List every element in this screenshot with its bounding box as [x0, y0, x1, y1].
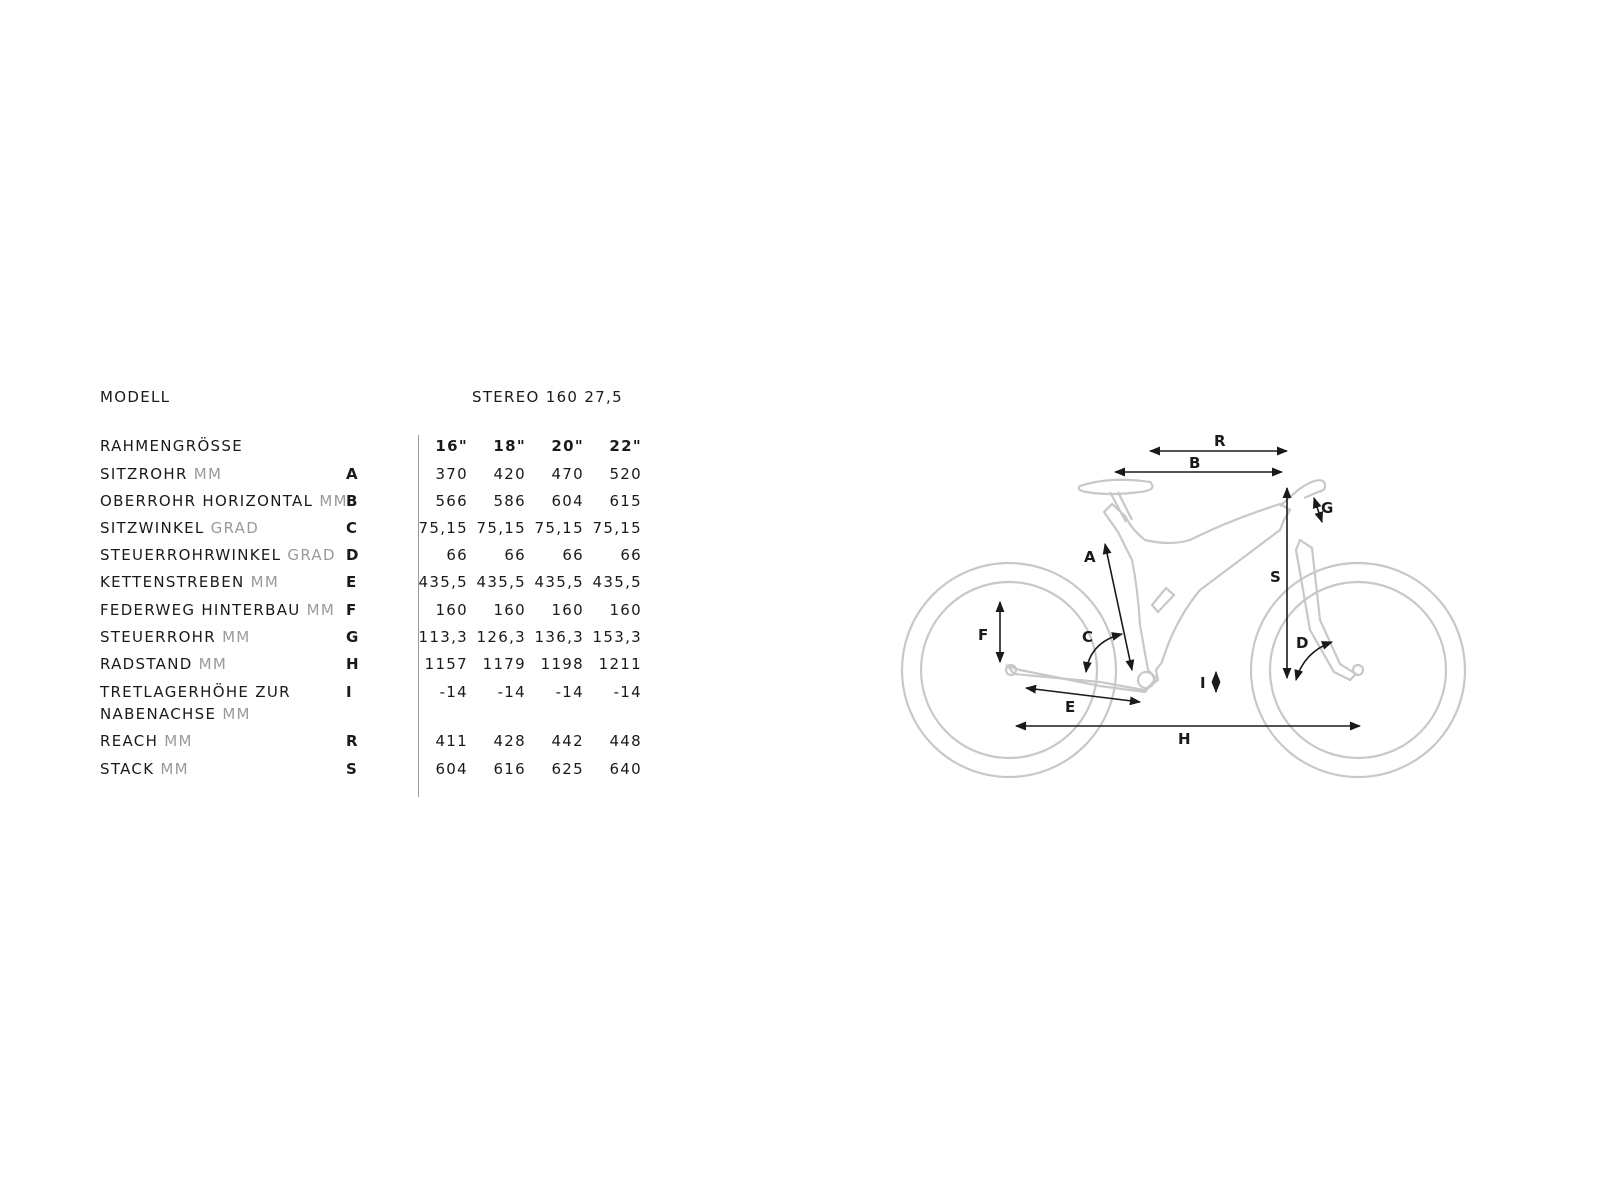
spec-letter: H: [346, 655, 360, 673]
spec-value: 640: [609, 760, 642, 778]
spec-value: 75,15: [476, 519, 526, 537]
model-name: STEREO 160 27,5: [472, 388, 623, 406]
spec-unit: GRAD: [210, 519, 260, 537]
measurements: [1000, 451, 1360, 726]
size-header: 18": [493, 437, 526, 455]
spec-value: 420: [493, 465, 526, 483]
fork: [1296, 540, 1356, 680]
spec-value: 442: [551, 732, 584, 750]
size-header: 22": [609, 437, 642, 455]
spec-value: 435,5: [476, 573, 526, 591]
label-e: E: [1065, 698, 1076, 716]
spec-name: [100, 681, 291, 725]
spec-letter: D: [346, 546, 360, 564]
spec-value: 435,5: [534, 573, 584, 591]
spec-label: KETTENSTREBEN: [100, 573, 245, 591]
spec-value: 160: [493, 601, 526, 619]
spec-label: SITZWINKEL: [100, 519, 205, 537]
size-header: 20": [551, 437, 584, 455]
spec-letter: R: [346, 732, 359, 750]
spec-value: 1157: [424, 655, 468, 673]
label-g: G: [1321, 499, 1334, 517]
spec-label-line2: NABENACHSE: [100, 705, 217, 723]
spec-value: -14: [613, 683, 642, 701]
spec-letter: B: [346, 492, 359, 510]
spec-value: 1198: [540, 655, 584, 673]
size-header: 16": [435, 437, 468, 455]
model-label: MODELL: [100, 388, 171, 406]
spec-value: 370: [435, 465, 468, 483]
spec-name: [100, 626, 251, 648]
bottom-bracket: [1138, 672, 1154, 688]
shock: [1152, 588, 1174, 612]
spec-value: 136,3: [534, 628, 584, 646]
spec-label: TRETLAGERHÖHE ZUR: [100, 683, 291, 701]
spec-value: 435,5: [592, 573, 642, 591]
spec-value: 113,3: [418, 628, 468, 646]
spec-value: 153,3: [592, 628, 642, 646]
spec-unit: MM: [319, 492, 348, 510]
front-wheel-outer: [1251, 563, 1465, 777]
spec-value: 470: [551, 465, 584, 483]
spec-label: SITZROHR: [100, 465, 188, 483]
spec-value: 66: [446, 546, 468, 564]
spec-value: 435,5: [418, 573, 468, 591]
spec-value: 66: [620, 546, 642, 564]
spec-letter: G: [346, 628, 360, 646]
spec-letter: I: [346, 683, 353, 701]
spec-value: 66: [504, 546, 526, 564]
spec-label: OBERROHR HORIZONTAL: [100, 492, 314, 510]
label-i: I: [1200, 674, 1206, 692]
spec-value: 625: [551, 760, 584, 778]
label-a: A: [1084, 548, 1096, 566]
measurement-labels: [978, 432, 1333, 748]
spec-value: -14: [497, 683, 526, 701]
spec-value: -14: [439, 683, 468, 701]
spec-letter: S: [346, 760, 359, 778]
spec-unit: MM: [222, 705, 251, 723]
spec-name: [100, 571, 279, 593]
spec-value: 604: [435, 760, 468, 778]
spec-value: 615: [609, 492, 642, 510]
spec-value: 1179: [482, 655, 526, 673]
seat: [1079, 480, 1153, 494]
spec-letter: F: [346, 601, 358, 619]
spec-label: FEDERWEG HINTERBAU: [100, 601, 301, 619]
spec-value: 66: [562, 546, 584, 564]
spec-name: [100, 490, 348, 512]
rear-wheel-inner: [921, 582, 1097, 758]
spec-value: 448: [609, 732, 642, 750]
spec-label: STACK: [100, 760, 155, 778]
spec-unit: MM: [306, 601, 336, 619]
spec-name: [100, 730, 193, 752]
spec-value: 520: [609, 465, 642, 483]
spec-value: 160: [609, 601, 642, 619]
label-b: B: [1189, 454, 1201, 472]
spec-name: [100, 599, 335, 621]
spec-value: 1211: [598, 655, 642, 673]
spec-letter: A: [346, 465, 359, 483]
spec-name: [100, 758, 189, 780]
spec-unit: MM: [164, 732, 193, 750]
spec-name: [100, 653, 227, 675]
spec-value: 75,15: [592, 519, 642, 537]
spec-unit: MM: [193, 465, 223, 483]
spec-unit: MM: [250, 573, 280, 591]
frame-size-label: RAHMENGRÖSSE: [100, 437, 243, 455]
spec-value: 160: [551, 601, 584, 619]
spec-name: [100, 463, 222, 485]
spec-name: [100, 517, 259, 539]
spec-letter: C: [346, 519, 359, 537]
seatpost: [1110, 492, 1132, 522]
spec-value: 126,3: [476, 628, 526, 646]
label-f: F: [978, 626, 989, 644]
spec-value: 604: [551, 492, 584, 510]
spec-value: 75,15: [418, 519, 468, 537]
spec-label: RADSTAND: [100, 655, 193, 673]
arrow-a: [1105, 544, 1132, 670]
spec-label: STEUERROHRWINKEL: [100, 546, 282, 564]
rear-wheel-outer: [902, 563, 1116, 777]
front-wheel-inner: [1270, 582, 1446, 758]
spec-letter: E: [346, 573, 358, 591]
front-axle: [1353, 665, 1363, 675]
spec-value: 566: [435, 492, 468, 510]
spec-label: REACH: [100, 732, 159, 750]
frame: [1008, 504, 1290, 692]
label-h: H: [1178, 730, 1191, 748]
spec-value: 616: [493, 760, 526, 778]
spec-label: STEUERROHR: [100, 628, 216, 646]
label-s: S: [1270, 568, 1281, 586]
label-d: D: [1296, 634, 1309, 652]
spec-value: -14: [555, 683, 584, 701]
spec-unit: MM: [198, 655, 228, 673]
bike-geometry-diagram: [900, 420, 1520, 820]
spec-value: 428: [493, 732, 526, 750]
spec-value: 586: [493, 492, 526, 510]
label-c: C: [1082, 628, 1094, 646]
spec-unit: MM: [222, 628, 251, 646]
spec-value: 160: [435, 601, 468, 619]
spec-value: 411: [435, 732, 468, 750]
spec-unit: MM: [160, 760, 189, 778]
spec-unit: GRAD: [287, 546, 336, 564]
label-r: R: [1214, 432, 1226, 450]
spec-name: [100, 544, 336, 566]
spec-value: 75,15: [534, 519, 584, 537]
